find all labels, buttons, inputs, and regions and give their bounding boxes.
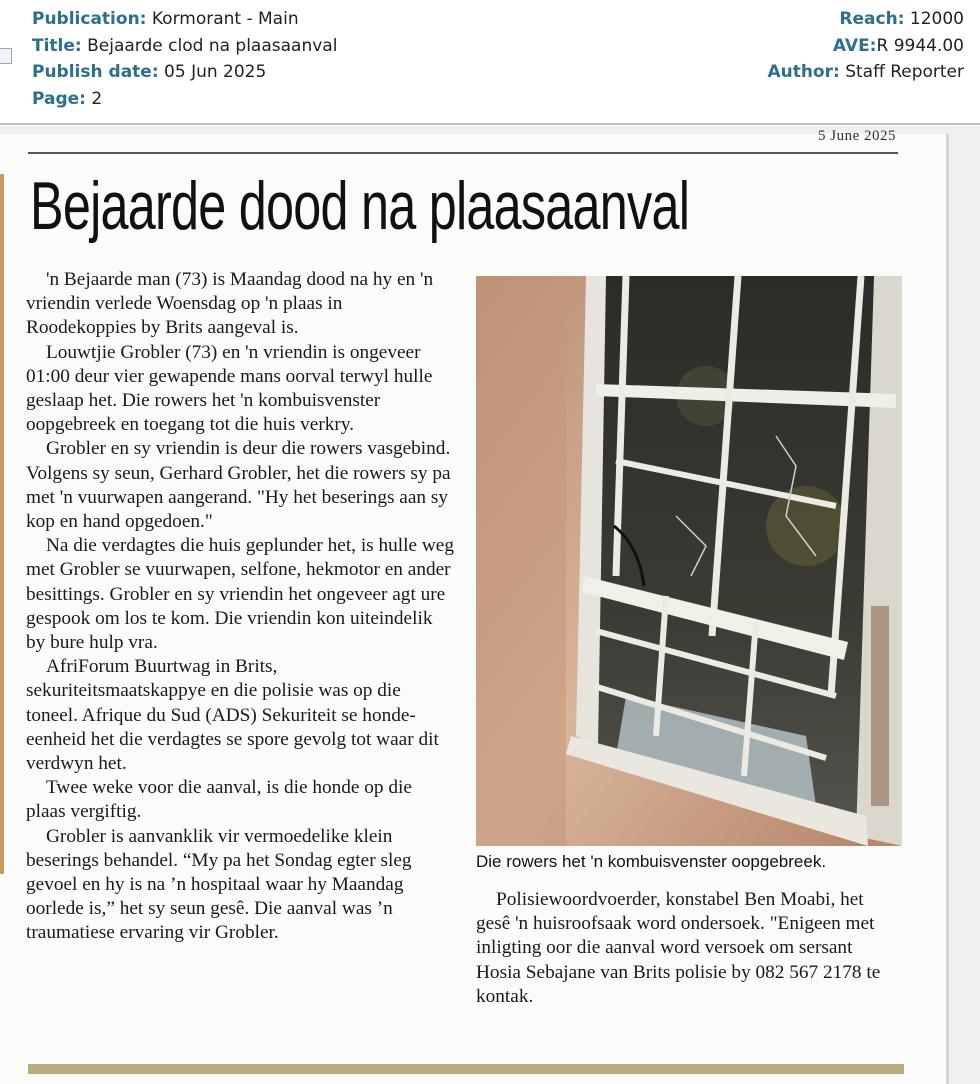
meta-left <box>32 6 337 112</box>
header-divider <box>0 123 980 125</box>
title-value: Bejaarde clod na plaasaanval <box>87 35 338 56</box>
ave-value: R 9944.00 <box>876 35 964 56</box>
window-photo <box>476 276 902 846</box>
author-value: Staff Reporter <box>845 62 964 82</box>
author-row <box>767 59 964 86</box>
bottom-rule <box>28 1064 904 1074</box>
dateline: 5 June 2025 <box>818 128 896 144</box>
publication-label: Publication: <box>32 9 147 29</box>
article-body-left <box>26 268 454 946</box>
paper-edge <box>0 174 4 874</box>
paragraph: Na die verdagtes die huis geplunder het, is hulle weg met Grobler se vuurwapen, selfone, hekmotor en ander besittings. Grobler en sy vriendin het ongeveer agt ure gespook om los te kom. Die vriendin kon uiteindelik by bure hulp vra. <box>26 535 455 654</box>
paragraph: Grobler is aanvanklik vir vermoedelike klein beserings behandel. “My pa het Sondag egter sleg gevoel en hy is na ’n hospitaal waar hy Maandag oorlede is,” het sy seun gesê. Die aanval was ’n traumatiese ervaring vir Grobler. <box>26 825 412 944</box>
reach-label: Reach: <box>839 9 905 29</box>
paragraph: 'n Bejaarde man (73) is Maandag dood na hy en 'n vriendin verlede Woensdag op 'n plaas in Roodekoppies by Brits aangeval is. <box>26 269 434 339</box>
broken-image-icon <box>0 48 12 64</box>
title-row <box>32 33 337 60</box>
page-label: Page: <box>32 88 86 109</box>
paragraph: Twee weke voor die aanval, is die honde op die plaas vergiftig. <box>26 777 412 823</box>
photo-caption: Die rowers het 'n kombuisvenster oopgebreek. <box>476 852 827 871</box>
paragraph: Polisiewoordvoerder, konstabel Ben Moabi, het gesê 'n huisroofsaak word ondersoek. "Enigeen met inligting oor die aanval word versoek om sersant Hosia Sebajane van Brits polisie by 082 567 2178 te kontak. <box>476 889 881 1007</box>
publication-row <box>32 6 337 33</box>
reach-row <box>767 6 964 33</box>
newspaper-page <box>0 128 946 1084</box>
top-rule <box>28 152 898 154</box>
paragraph: AfriForum Buurtwag in Brits, sekuriteitsmaatskappye en die polisie was op die toneel. Afrique du Sud (ADS) Sekuriteit se honde-eenheid het die verdagtes se spore gevolg tot waar dit verdwyn het. <box>26 656 439 775</box>
publication-value: Kormorant - Main <box>151 9 299 29</box>
author-label: Author: <box>767 62 840 82</box>
title-label: Title: <box>32 35 82 56</box>
paragraph: Louwtjie Grobler (73) en 'n vriendin is ongeveer 01:00 deur vier gewapende mans oorval terwyl hulle geslaap het. Die rowers het 'n kombuisvenster oopgebreek en toegang tot die huis verkry. <box>26 341 433 436</box>
broken-window-illustration <box>476 276 902 846</box>
publish-date-label: Publish date: <box>32 62 159 82</box>
reach-value: 12000 <box>909 9 964 29</box>
paragraph: Grobler en sy vriendin is deur die rowers vasgebind. Volgens sy seun, Gerhard Grobler, het die rowers sy pa met 'n vuurwapen aangerand. "Hy het beserings aan sy kop en hand opgedoen." <box>26 438 451 533</box>
clipping-image <box>0 126 980 1084</box>
page-value: 2 <box>91 88 103 109</box>
publish-date-value: 05 Jun 2025 <box>164 62 267 82</box>
meta-right <box>767 6 964 86</box>
page-row <box>32 86 337 113</box>
ave-row <box>767 33 964 60</box>
ave-label: AVE: <box>832 35 877 56</box>
article-body-right <box>476 888 896 1009</box>
publish-date-row <box>32 59 337 86</box>
headline: Bejaarde dood na plaasaanval <box>30 168 690 244</box>
